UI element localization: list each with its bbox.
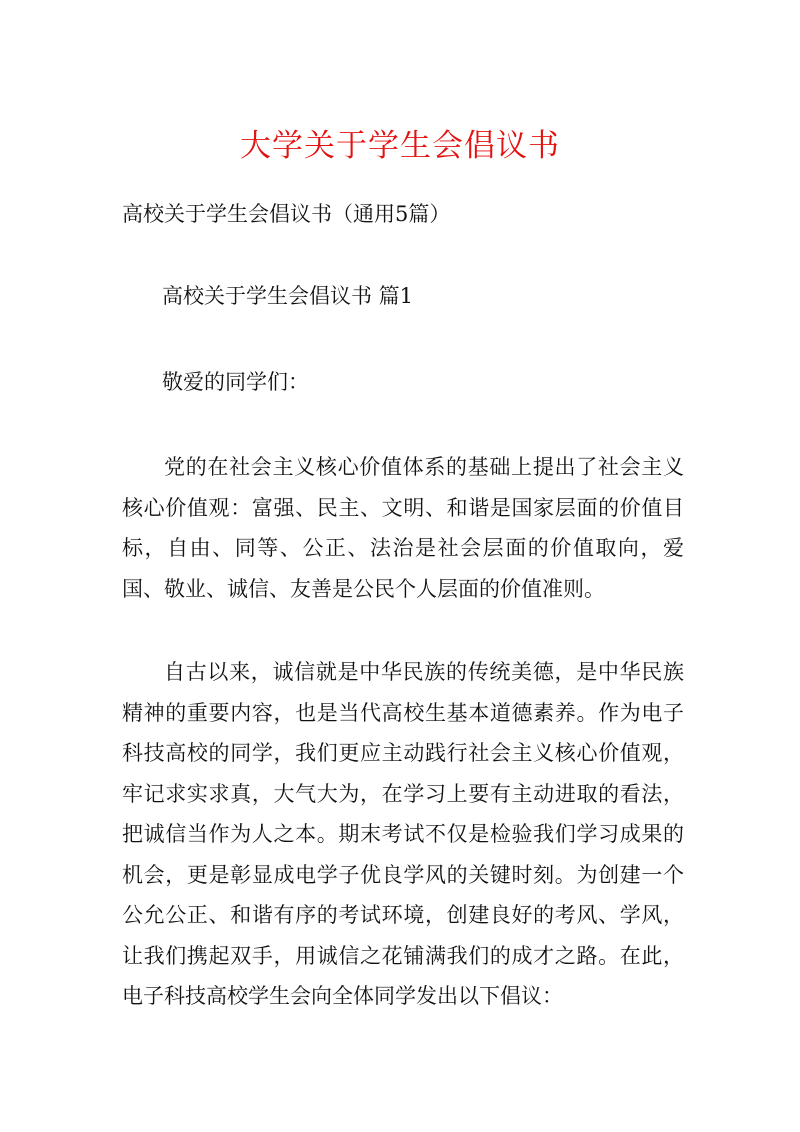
document-subtitle: 高校关于学生会倡议书（通用5篇） xyxy=(122,202,451,226)
document-title: 大学关于学生会倡议书 xyxy=(240,128,560,164)
salutation: 敬爱的同学们： xyxy=(162,370,309,394)
section-heading: 高校关于学生会倡议书 篇1 xyxy=(162,284,414,308)
body-paragraph: 自古以来，诚信就是中华民族的传统美德，是中华民族精神的重要内容，也是当代高校生基本道德素养。作为电子科技高校的同学，我们更应主动践行社会主义核心价值观，牢记求实求真，大气大为，在学习上要有主动进取的看法，把诚信当作为人之本。期末考试不仅是检验我们学习成果的机会，更是彰显成电学子优良学风的关键时刻。为创建一个公允公正、和谐有序的考试环境，创建良好的考风、学风，让我们携起双手，用诚信之花铺满我们的成才之路。在此，电子科技高校学生会向全体同学发出以下倡议： xyxy=(122,660,684,1008)
body-paragraph: 党的在社会主义核心价值体系的基础上提出了社会主义核心价值观：富强、民主、文明、和谐是国家层面的价值目标，自由、同等、公正、法治是社会层面的价值取向，爱国、敬业、诚信、友善是公民个人层面的价值准则。 xyxy=(122,455,684,601)
